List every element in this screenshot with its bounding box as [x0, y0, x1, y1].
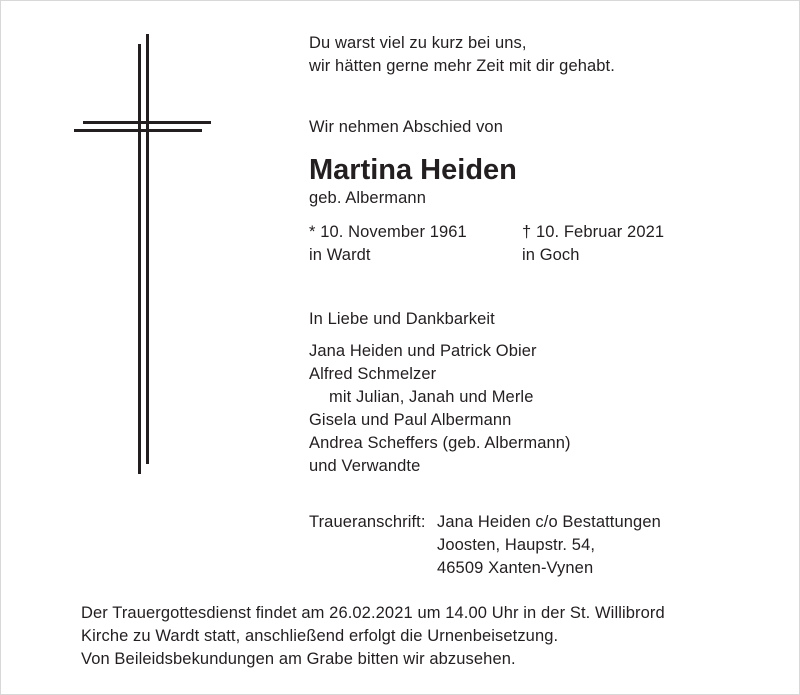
deceased-name: Martina Heiden — [309, 154, 517, 186]
service-notice-line: Kirche zu Wardt statt, anschließend erfolgt die Urnenbeisetzung. — [81, 627, 559, 645]
mourner-line: Andrea Scheffers (geb. Albermann) — [309, 434, 571, 452]
service-notice-line: Der Trauergottesdienst findet am 26.02.2021 um 14.00 Uhr in der St. Willibrord — [81, 604, 665, 622]
mourner-line: Gisela und Paul Albermann — [309, 411, 512, 429]
mourner-line: mit Julian, Janah und Merle — [329, 388, 534, 406]
love-line: In Liebe und Dankbarkeit — [309, 310, 495, 328]
maiden-name: geb. Albermann — [309, 189, 426, 207]
mourner-line: und Verwandte — [309, 457, 421, 475]
mourning-address-line: 46509 Xanten-Vynen — [437, 559, 594, 577]
farewell-intro: Wir nehmen Abschied von — [309, 118, 503, 136]
mourning-address-label: Traueranschrift: — [309, 513, 426, 531]
birth-date: * 10. November 1961 — [309, 223, 467, 241]
verse-line-1: Du warst viel zu kurz bei uns, — [309, 34, 527, 52]
mourner-line: Jana Heiden und Patrick Obier — [309, 342, 537, 360]
mourning-address-line: Jana Heiden c/o Bestattungen — [437, 513, 661, 531]
verse-line-2: wir hätten gerne mehr Zeit mit dir gehabt. — [309, 57, 615, 75]
death-place: in Goch — [522, 246, 580, 264]
birth-place: in Wardt — [309, 246, 371, 264]
mourning-address-line: Joosten, Haupstr. 54, — [437, 536, 596, 554]
mourner-line: Alfred Schmelzer — [309, 365, 437, 383]
service-notice-line: Von Beileidsbekundungen am Grabe bitten wir abzusehen. — [81, 650, 516, 668]
death-date: † 10. Februar 2021 — [522, 223, 665, 241]
